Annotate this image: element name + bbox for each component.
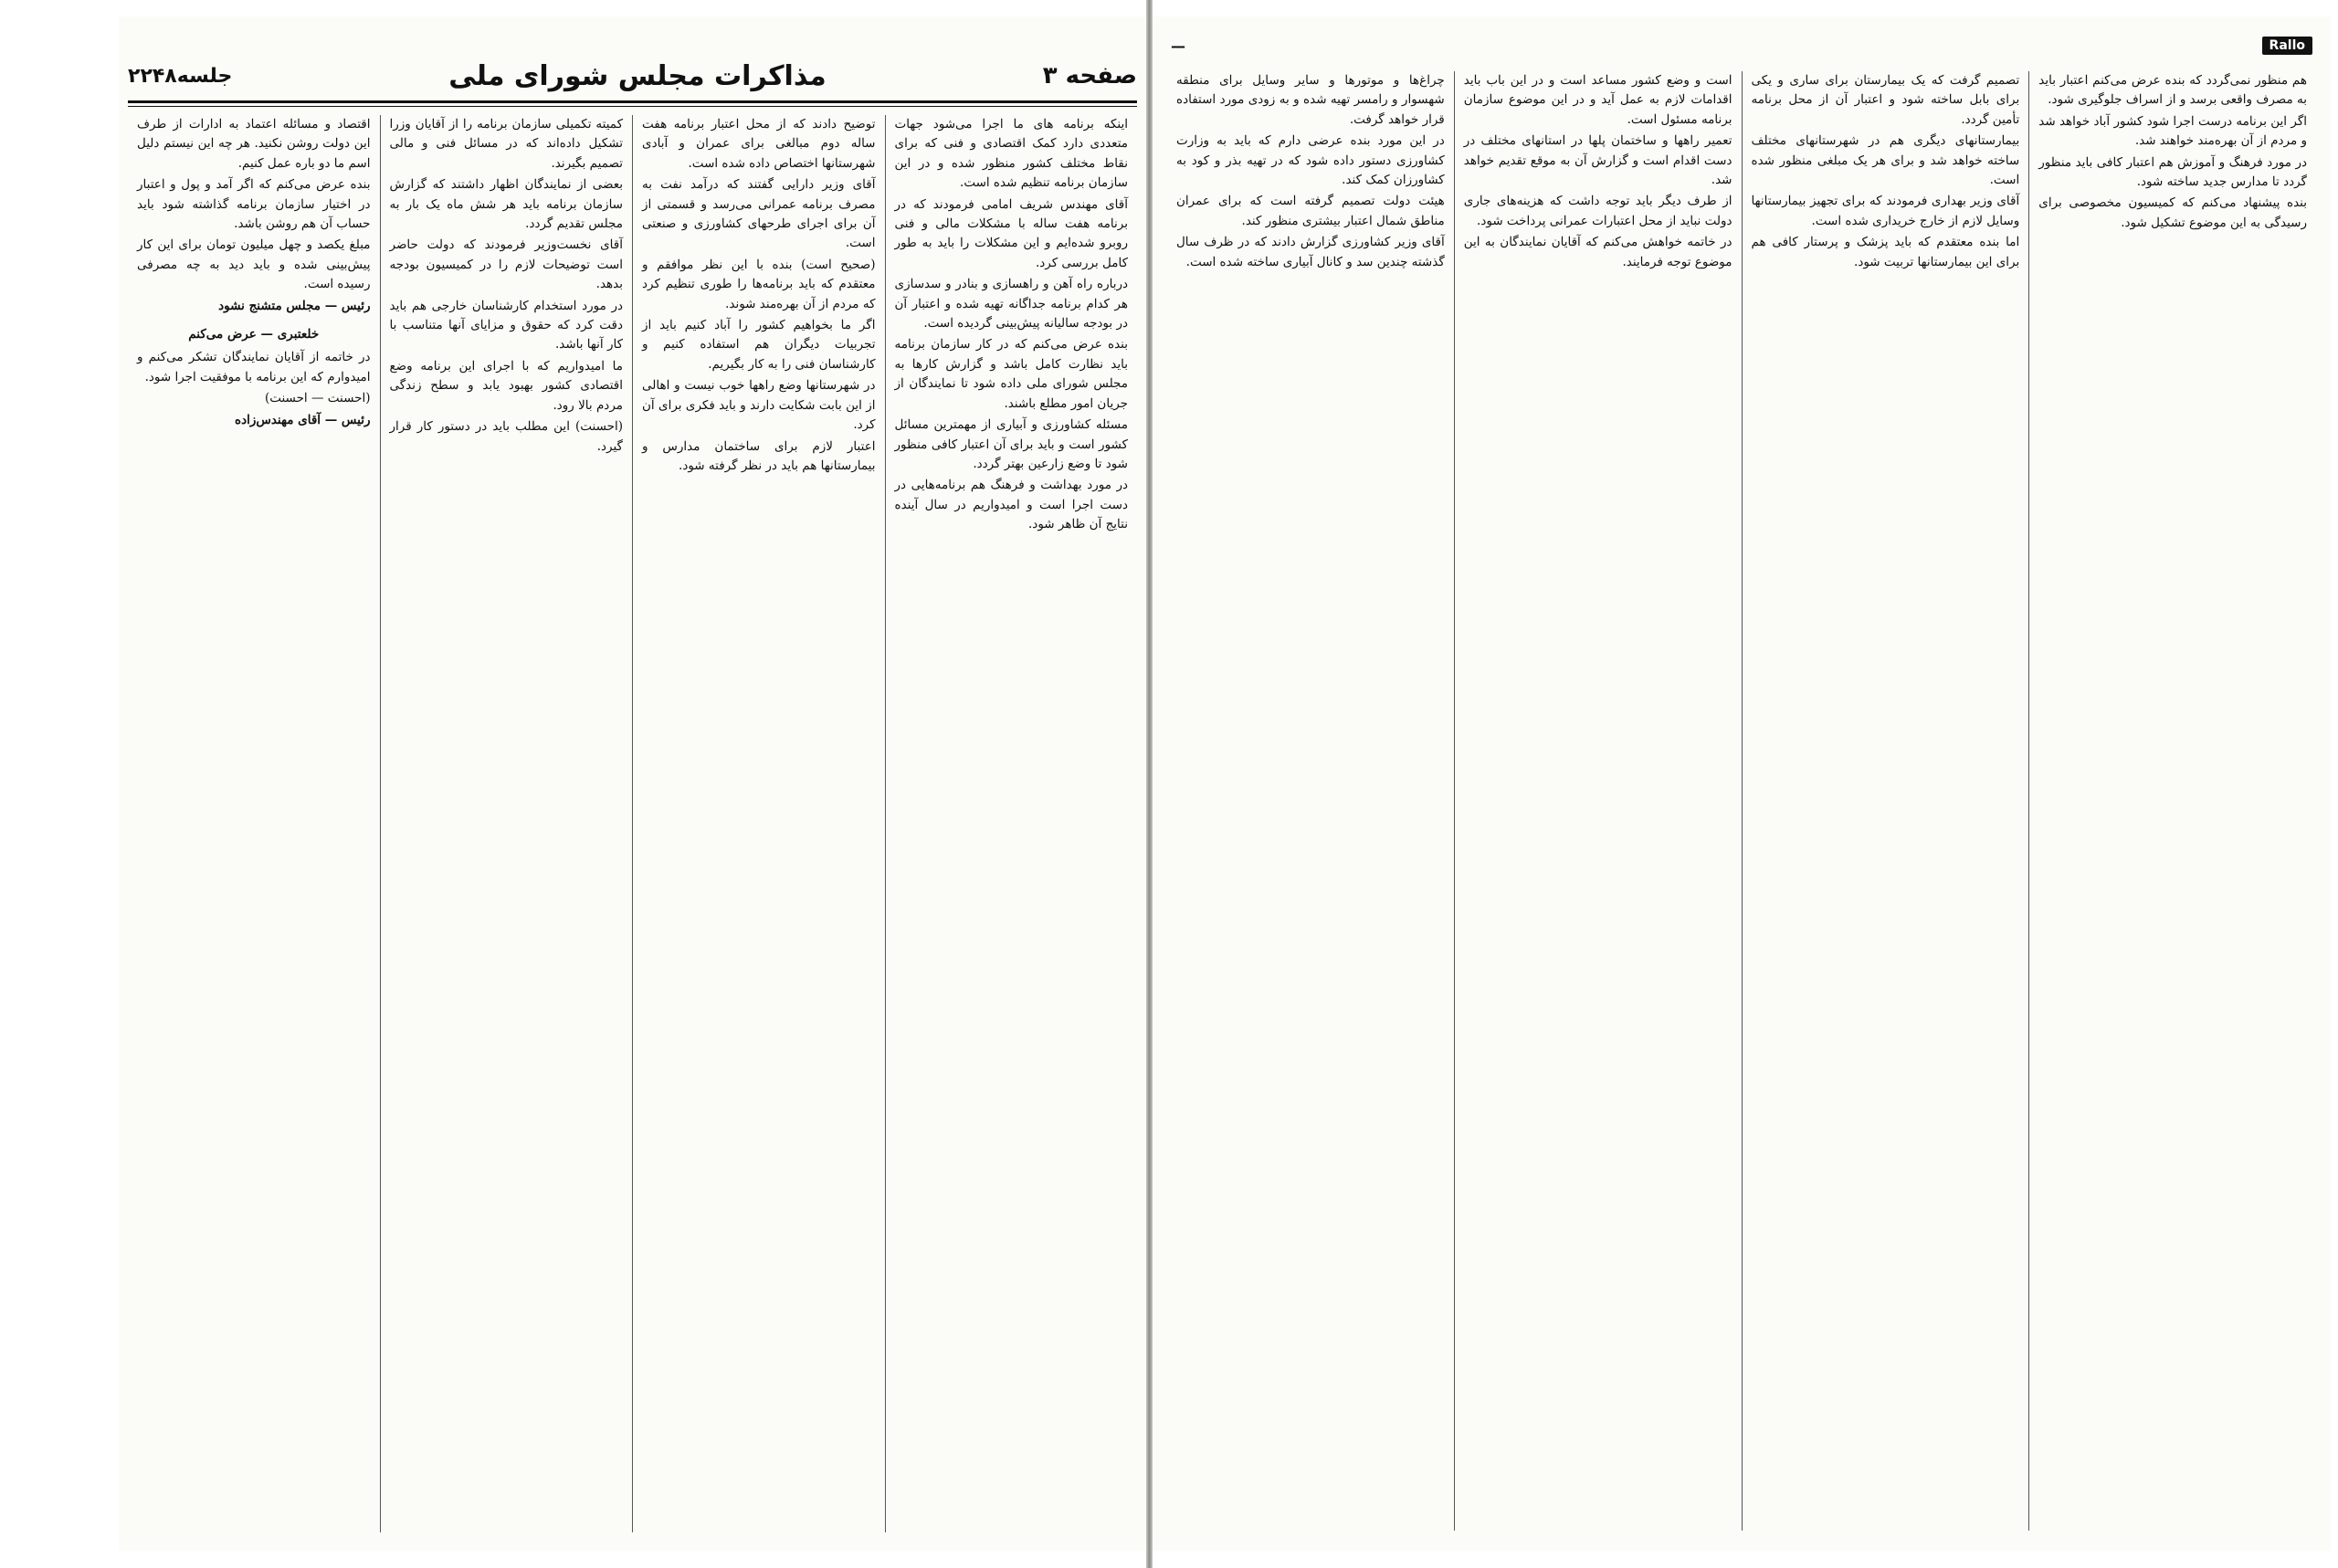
- header-rule: [128, 100, 1137, 103]
- paragraph: اقتصاد و مسائله اعتماد به ادارات از طرف این دولت روشن نکنید. هر چه این نیستم دلیل اسم ما دو باره عمل کنیم.: [137, 117, 371, 171]
- paragraph: ما امیدواریم که با اجرای این برنامه وضع اقتصادی کشور بهبود یابد و سطح زندگی مردم بالا رود.: [389, 358, 623, 413]
- paragraph: بنده عرض می‌کنم که در کار سازمان برنامه باید نظارت کامل باشد و گزارش کارها به مجلس شورای ملی داده شود تا نمایندگان از جریان امور مطلع باشند.: [894, 337, 1128, 411]
- paragraph: در مورد استخدام کارشناسان خارجی هم باید دقت کرد که حقوق و مزایای آنها متناسب با کار آنها باشد.: [389, 298, 623, 353]
- paragraph: در این مورد بنده عرضی دارم که باید به وزارت کشاورزی دستور داده شود که در تهیه بذر و کود به کشاورزان کمک کند.: [1176, 133, 1445, 188]
- paragraph: مسئله کشاورزی و آبیاری از مهمترین مسائل کشور است و باید برای آن اعتبار کافی منظور شود تا وضع زارعین بهتر گردد.: [894, 417, 1128, 471]
- paragraph: مبلغ یکصد و چهل میلیون تومان برای این کار پیش‌بینی شده و باید دید به چه مصرفی رسیده است.: [137, 237, 371, 292]
- right-page: [1153, 16, 2331, 1551]
- paragraph: از طرف دیگر باید توجه داشت که هزینه‌های جاری دولت نباید از محل اعتبارات عمرانی پرداخت شود.: [1463, 194, 1732, 228]
- paragraph: بیمارستانهای دیگری هم در شهرستانهای مختلف ساخته خواهد شد و برای هر یک مبلغی منظور شده است.: [1751, 133, 2020, 188]
- paragraph: بعضی از نمایندگان اظهار داشتند که گزارش سازمان برنامه باید هر شش ماه یک بار به مجلس تقدیم گردد.: [389, 177, 623, 232]
- paragraph: در مورد فرهنگ و آموزش هم اعتبار کافی باید منظور گردد تا مدارس جدید ساخته شود.: [2038, 154, 2307, 190]
- paragraph: توضیح دادند که از محل اعتبار برنامه هفت ساله دوم مبالغی برای عمران و آبادی شهرستانها اختصاص داده شده است.: [642, 117, 876, 171]
- right-column-2: [1742, 71, 2029, 1531]
- paragraph: کمیته تکمیلی سازمان برنامه را از آقایان وزرا تشکیل داده‌اند که در مسائل فنی و مالی تصمیم بگیرند.: [389, 117, 623, 171]
- paragraph: اعتبار لازم برای ساختمان مدارس و بیمارستانها هم باید در نظر گرفته شود.: [642, 438, 876, 473]
- paragraph: بنده پیشنهاد می‌کنم که کمیسیون مخصوصی برای رسیدگی به این موضوع تشکیل شود.: [2038, 195, 2307, 230]
- paragraph: (احسنت) این مطلب باید در دستور کار قرار گیرد.: [389, 419, 623, 454]
- header-rule-thin: [128, 106, 1137, 107]
- right-column-4: [1167, 71, 1454, 1531]
- speaker-line: خلعتبری — عرض می‌کنم: [188, 327, 320, 342]
- left-column-2: [632, 115, 885, 1532]
- right-column-3: [1454, 71, 1742, 1531]
- paragraph: هم منظور نمی‌گردد که بنده عرض می‌کنم اعتبار باید به مصرف واقعی برسد و از اسراف جلوگیری شود.: [2038, 73, 2307, 108]
- paragraph: آقای وزیر دارایی گفتند که درآمد نفت به مصرف برنامه عمرانی می‌رسد و قسمتی از آن برای اجرای طرحهای کشاورزی و صنعتی است.: [642, 177, 876, 251]
- right-page-header: [1153, 29, 2331, 62]
- paragraph: اگر این برنامه درست اجرا شود کشور آباد خواهد شد و مردم از آن بهره‌مند خواهند شد.: [2038, 113, 2307, 149]
- speaker-line: رئیس — مجلس متشنج نشود: [218, 298, 371, 313]
- issue-number: جلسه۲۲۴۸: [128, 64, 233, 88]
- paragraph: در مورد بهداشت و فرهنگ هم برنامه‌هایی در دست اجرا است و امیدواریم در سال آینده نتایج آن ظاهر شود.: [894, 478, 1128, 532]
- page-fold: [1146, 0, 1153, 1568]
- page-header: [128, 55, 1137, 97]
- left-column-3: [380, 115, 633, 1532]
- left-column-1: [885, 115, 1138, 1532]
- paragraph: اگر ما بخواهیم کشور را آباد کنیم باید از تجربیات دیگران هم استفاده کنیم و کارشناسان فنی را به کار بگیریم.: [642, 318, 876, 372]
- paragraph: چراغ‌ها و موتورها و سایر وسایل برای منطقه شهسوار و رامسر تهیه شده و به زودی مورد استفاده قرار خواهد گرفت.: [1176, 73, 1445, 127]
- right-page-columns: [1167, 71, 2316, 1531]
- paragraph: است و وضع کشور مساعد است و در این باب باید اقدامات لازم به عمل آید و در این موضوع سازمان برنامه مسئول است.: [1463, 73, 1732, 127]
- paragraph: در خاتمه از آقایان نمایندگان تشکر می‌کنم و امیدوارم که این برنامه با موفقیت اجرا شود.: [137, 350, 371, 384]
- paragraph: در شهرستانها وضع راهها خوب نیست و اهالی از این بابت شکایت دارند و باید فکری برای آن کرد.: [642, 378, 876, 433]
- paragraph: آقای نخست‌وزیر فرمودند که دولت حاضر است توضیحات لازم را در کمیسیون بودجه بدهد.: [389, 237, 623, 292]
- left-page-columns: [128, 115, 1137, 1532]
- paragraph: آقای وزیر کشاورزی گزارش دادند که در ظرف سال گذشته چندین سد و کانال آبیاری ساخته شده است.: [1176, 235, 1445, 269]
- paragraph: تعمیر راهها و ساختمان پلها در استانهای مختلف در دست اقدام است و گزارش آن به موقع تقدیم خواهد شد.: [1463, 133, 1732, 188]
- masthead-tag: Rallo: [2262, 37, 2312, 55]
- paragraph: در خاتمه خواهش می‌کنم که آقایان نمایندگان به این موضوع توجه فرمایند.: [1463, 235, 1732, 269]
- paragraph: بنده عرض می‌کنم که اگر آمد و پول و اعتبار در اختیار سازمان برنامه گذاشته شود باید حساب آن هم روشن باشد.: [137, 177, 371, 232]
- paragraph: تصمیم گرفت که یک بیمارستان برای ساری و یکی برای بابل ساخته شود و اعتبار آن از محل برنامه تأمین گردد.: [1751, 73, 2020, 127]
- speaker-line: رئیس — آقای مهندس‌زاده: [235, 412, 371, 427]
- paragraph: آقای مهندس شریف امامی فرمودند که در برنامه هفت ساله با مشکلات مالی و فنی روبرو شده‌ایم و این مشکلات را باید به طور کامل بررسی کرد.: [894, 196, 1128, 270]
- page-number: صفحه ۳: [1042, 62, 1137, 89]
- left-column-4: [128, 115, 380, 1532]
- paragraph: درباره راه آهن و راهسازی و بنادر و سدسازی هر کدام برنامه جداگانه تهیه شده و اعتبار آن در بودجه سالیانه پیش‌بینی گردیده است.: [894, 277, 1128, 331]
- header-note: —: [1171, 37, 1185, 55]
- page-title: مذاکرات مجلس شورای ملی: [448, 59, 827, 92]
- left-page: [119, 16, 1146, 1551]
- right-column-1: [2028, 71, 2316, 1531]
- paragraph: اما بنده معتقدم که باید پزشک و پرستار کافی هم برای این بیمارستانها تربیت شود.: [1751, 235, 2020, 269]
- paragraph: هیئت دولت تصمیم گرفته است که برای عمران مناطق شمال اعتبار بیشتری منظور کند.: [1176, 194, 1445, 228]
- paragraph: (صحیح است) بنده با این نظر موافقم و معتقدم که باید برنامه‌ها را طوری تنظیم کرد که مردم از آن بهره‌مند شوند.: [642, 257, 876, 311]
- paragraph: آقای وزیر بهداری فرمودند که برای تجهیز بیمارستانها وسایل لازم از خارج خریداری شده است.: [1751, 194, 2020, 228]
- paragraph: اینکه برنامه های ما اجرا می‌شود جهات متعددی دارد کمک اقتصادی و فنی که برای نقاط مختلف کشور منظور شده و در این سازمان برنامه تنظیم شده است.: [894, 117, 1128, 191]
- paragraph: (احسنت — احسنت): [264, 391, 371, 406]
